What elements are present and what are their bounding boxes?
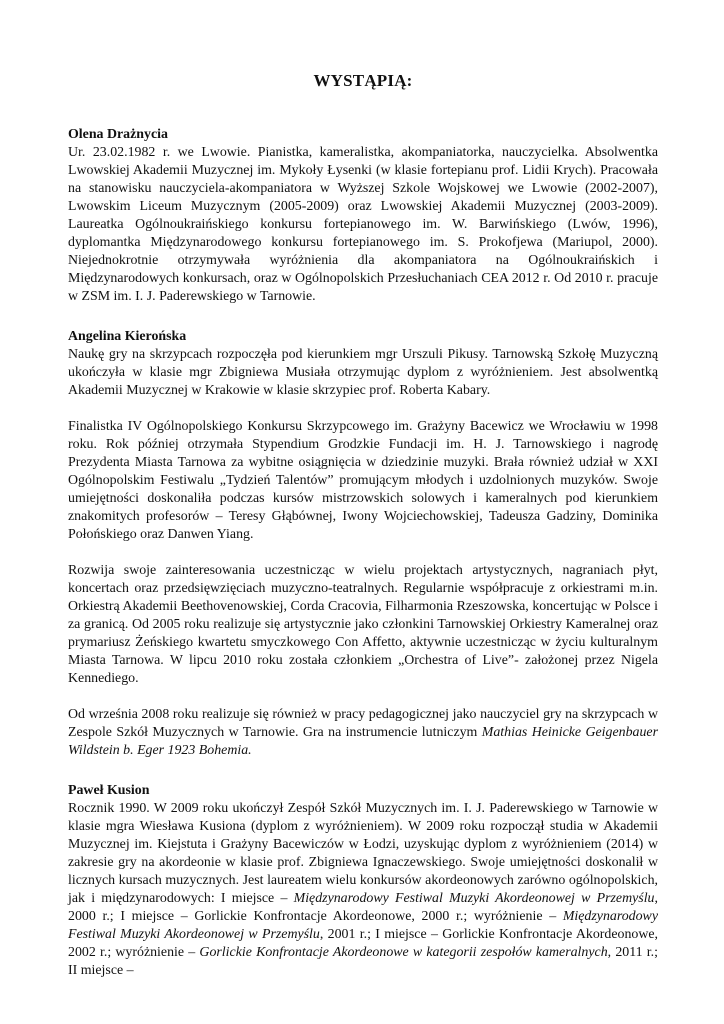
text-run: Rocznik 1990. W 2009 roku ukończył Zespół Szkół Muzycznych im. I. J. Paderewskiego w Tarnowie w klasie mgra Wiesława Kusiona (dyplom z wyróżnieniem). W 2009 roku rozpoczął studia w Akademii Muzycznej im. Kiejstuta i Grażyny Bacewiczów w Łodzi, uzyskując dyplom z wyróżnieniem (2014) w zakresie gry na akordeonie w klasie prof. Zbigniewa Ignaczewskiego. Swoje umiejętności doskonalił w licznych kursach muzycznych. Jest laureatem wielu konkursów akordeonowych zarówno ogólnopolskich, jak i międzynarodowych: I miejsce – <box>68 801 658 906</box>
biography-paragraph <box>68 706 658 760</box>
italic-text: Gorlickie Konfrontacje Akordeonowe w kategorii zespołów kameralnych <box>199 945 608 960</box>
biographies <box>68 126 658 980</box>
biography-paragraph <box>68 800 658 980</box>
person-name: Olena Drażnycia <box>68 127 168 142</box>
biography-paragraph <box>68 562 658 688</box>
biography-section <box>68 328 658 760</box>
biography-paragraph <box>68 144 658 306</box>
text-run: Rozwija swoje zainteresowania uczestnicząc w wielu projektach artystycznych, nagraniach płyt, koncertach oraz przedsięwzięciach muzyczno-teatralnych. Regularnie współpracuje z orkiestrami m.in. Orkiestrą Akademii Beethovenowskiej, Corda Cracovia, Filharmonia Rzeszowska, koncertując w Polsce i za granicą. Od 2005 roku realizuje się artystycznie jako członkini Tarnowskiej Orkiestry Kameralnej oraz prymariusz Żeńskiego kwartetu smyczkowego Con Affetto, aktywnie uczestnicząc w życiu kulturalnym Miasta Tarnowa. W lipcu 2010 roku została członkiem „Orchestra of Live”- założonej przez Nigela Kennediego. <box>68 563 658 686</box>
text-run: Naukę gry na skrzypcach rozpoczęła pod kierunkiem mgr Urszuli Pikusy. Tarnowską Szkołę Muzyczną ukończyła w klasie mgr Zbigniewa Musiała otrzymując dyplom z wyróżnieniem. Jest absolwentką Akademii Muzycznej w Krakowie w klasie skrzypiec prof. Roberta Kabary. <box>68 347 658 398</box>
person-name: Paweł Kusion <box>68 783 150 798</box>
biography-section <box>68 126 658 306</box>
text-run: Finalistka IV Ogólnopolskiego Konkursu Skrzypcowego im. Grażyny Bacewicz we Wrocławiu w 1998 roku. Rok później otrzymała Stypendium Grodzkie Fundacji im. H. J. Tarnowskiego i nagrodę Prezydenta Miasta Tarnowa za wybitne osiągnięcia w dziedzinie muzyki. Brała również udział w XXI Ogólnopolskim Festiwalu „Tydzień Talentów” promującym młodych i uzdolnionych muzyków. Swoje umiejętności doskonaliła podczas kursów mistrzowskich solowych i kameralnych pod kierunkiem znakomitych profesorów – Teresy Głąbównej, Iwony Wojciechowskiej, Tadeusza Gadziny, Dominika Połońskiego oraz Danwen Yiang. <box>68 419 658 542</box>
italic-text: Międzynarodowy Festiwal Muzyki Akordeonowej w Przemyślu <box>68 909 658 942</box>
italic-text: Mathias Heinicke Geigenbauer Wildstein b. Eger 1923 Bohemia. <box>68 725 658 758</box>
biography-section <box>68 782 658 980</box>
person-name: Angelina Kierońska <box>68 329 187 344</box>
text-run: , 2001 r.; I miejsce – Gorlickie Konfrontacje Akordeonowe, 2002 r.; wyróżnienie – <box>68 927 659 960</box>
biography-paragraph <box>68 418 658 544</box>
page-title: WYSTĄPIĄ: <box>313 71 413 90</box>
text-run: Ur. 23.02.1982 r. we Lwowie. Pianistka, kameralistka, akompaniatorka, nauczycielka. Absolwentka Lwowskiej Akademii Muzycznej im. Mykoły Łysenki (w klasie fortepianu prof. Lidii Krych). Pracowała na stanowisku nauczyciela-akompaniatora w Wyższej Szkole Wojskowej we Lwowie (2002-2007), Lwowskim Liceum Muzycznym (2005-2009) oraz Lwowskiej Akademii Muzycznej (2003-2009). Laureatka Ogólnoukraińskiego konkursu fortepianowego im. W. Barwińskiego (Lwów, 1996), dyplomantka Międzynarodowego konkursu fortepianowego im. S. Prokofjewa (Mariupol, 2000). Niejednokrotnie otrzymywała wyróżnienia dla akompaniatora na Ogólnoukraińskich i Międzynarodowych konkursach, oraz w Ogólnopolskich Przesłuchaniach CEA 2012 r. Od 2010 r. pracuje w ZSM im. I. J. Paderewskiego w Tarnowie. <box>68 145 658 304</box>
biography-paragraph <box>68 346 658 400</box>
text-run: , 2011 r.; II miejsce – <box>68 945 658 978</box>
text-run: , 2000 r.; I miejsce – Gorlickie Konfrontacje Akordeonowe, 2000 r.; wyróżnienie – <box>68 891 658 924</box>
italic-text: Międzynarodowy Festiwal Muzyki Akordeonowej w Przemyślu <box>293 891 655 906</box>
text-run: Od września 2008 roku realizuje się również w pracy pedagogicznej jako nauczyciel gry na skrzypcach w Zespole Szkół Muzycznych w Tarnowie. Gra na instrumencie lutniczym <box>68 707 658 740</box>
